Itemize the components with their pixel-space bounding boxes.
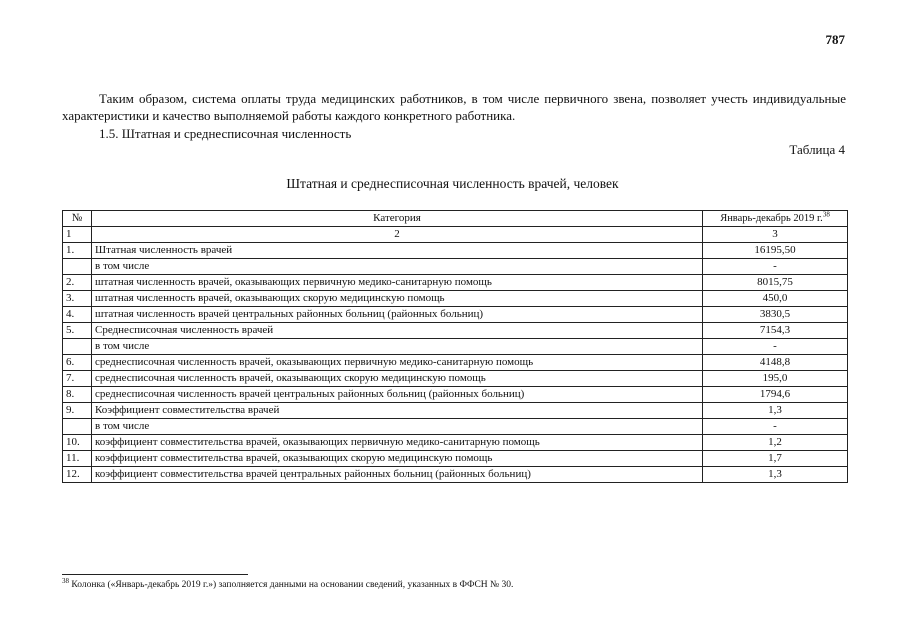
header-period [703,211,848,227]
col-number-1: 1 [63,227,92,243]
body-paragraph: Таким образом, система оплаты труда медицинских работников, в том числе первичного звена, позволяет учесть индивидуальные характеристики и качество выполняемой работы каждого конкретного работника. [62,91,846,123]
row-category: среднесписочная численность врачей, оказывающих скорую медицинскую помощь [92,371,703,387]
row-number: 5. [63,323,92,339]
row-number: 2. [63,275,92,291]
table-row [63,243,848,259]
row-category: штатная численность врачей, оказывающих первичную медико-санитарную помощь [92,275,703,291]
col-number-3: 3 [703,227,848,243]
table-row [63,291,848,307]
row-category: в том числе [92,259,703,275]
row-value: 8015,75 [703,275,848,291]
footnote-divider [62,574,248,575]
table-row [63,371,848,387]
row-number [63,419,92,435]
table-row [63,403,848,419]
header-period-text: Январь-декабрь 2019 г. [720,213,823,224]
row-category: штатная численность врачей, оказывающих скорую медицинскую помощь [92,291,703,307]
row-value: 195,0 [703,371,848,387]
footnote-text: Колонка («Январь-декабрь 2019 г.») заполняется данными на основании сведений, указанных в ФФСН № 30. [69,580,514,590]
row-value: - [703,259,848,275]
table-header-row [63,211,848,227]
row-category: среднесписочная численность врачей, оказывающих первичную медико-санитарную помощь [92,355,703,371]
footnote-mark: 38 [62,576,69,585]
row-number [63,259,92,275]
table-row [63,355,848,371]
table-row [63,307,848,323]
row-value: 7154,3 [703,323,848,339]
row-number: 8. [63,387,92,403]
row-category: Коэффициент совместительства врачей [92,403,703,419]
row-category: в том числе [92,339,703,355]
row-number: 9. [63,403,92,419]
row-category: среднесписочная численность врачей центральных районных больниц (районных больниц) [92,387,703,403]
row-value: - [703,419,848,435]
row-value: 1794,6 [703,387,848,403]
row-category: коэффициент совместительства врачей, оказывающих скорую медицинскую помощь [92,451,703,467]
row-number: 12. [63,467,92,483]
row-number: 4. [63,307,92,323]
row-number: 7. [63,371,92,387]
table-row [63,419,848,435]
table-body [63,243,848,483]
staffing-table [62,210,848,483]
row-category: коэффициент совместительства врачей, оказывающих первичную медико-санитарную помощь [92,435,703,451]
row-category: штатная численность врачей центральных районных больниц (районных больниц) [92,307,703,323]
table-title: Штатная и среднесписочная численность врачей, человек [286,176,619,191]
table-row [63,323,848,339]
section-heading: 1.5. Штатная и среднесписочная численность [99,126,352,141]
col-number-2: 2 [92,227,703,243]
header-category: Категория [92,211,703,227]
row-value: - [703,339,848,355]
row-value: 4148,8 [703,355,848,371]
row-number: 6. [63,355,92,371]
table-row [63,467,848,483]
table-row [63,435,848,451]
table-row [63,339,848,355]
row-value: 450,0 [703,291,848,307]
row-value: 1,3 [703,403,848,419]
row-number: 10. [63,435,92,451]
row-number: 1. [63,243,92,259]
row-category: в том числе [92,419,703,435]
header-footnote-ref: 38 [822,210,830,219]
table-label: Таблица 4 [789,142,845,157]
table-row [63,387,848,403]
row-number: 3. [63,291,92,307]
page-number: 787 [825,32,845,47]
header-num: № [63,211,92,227]
row-category: Среднесписочная численность врачей [92,323,703,339]
table-row [63,259,848,275]
table-row [63,275,848,291]
table-row [63,451,848,467]
row-value: 1,3 [703,467,848,483]
row-category: коэффициент совместительства врачей центральных районных больниц (районных больниц) [92,467,703,483]
row-value: 1,2 [703,435,848,451]
row-number: 11. [63,451,92,467]
row-value: 3830,5 [703,307,848,323]
footnote [62,576,514,590]
row-value: 16195,50 [703,243,848,259]
row-category: Штатная численность врачей [92,243,703,259]
column-number-row [63,227,848,243]
row-value: 1,7 [703,451,848,467]
row-number [63,339,92,355]
